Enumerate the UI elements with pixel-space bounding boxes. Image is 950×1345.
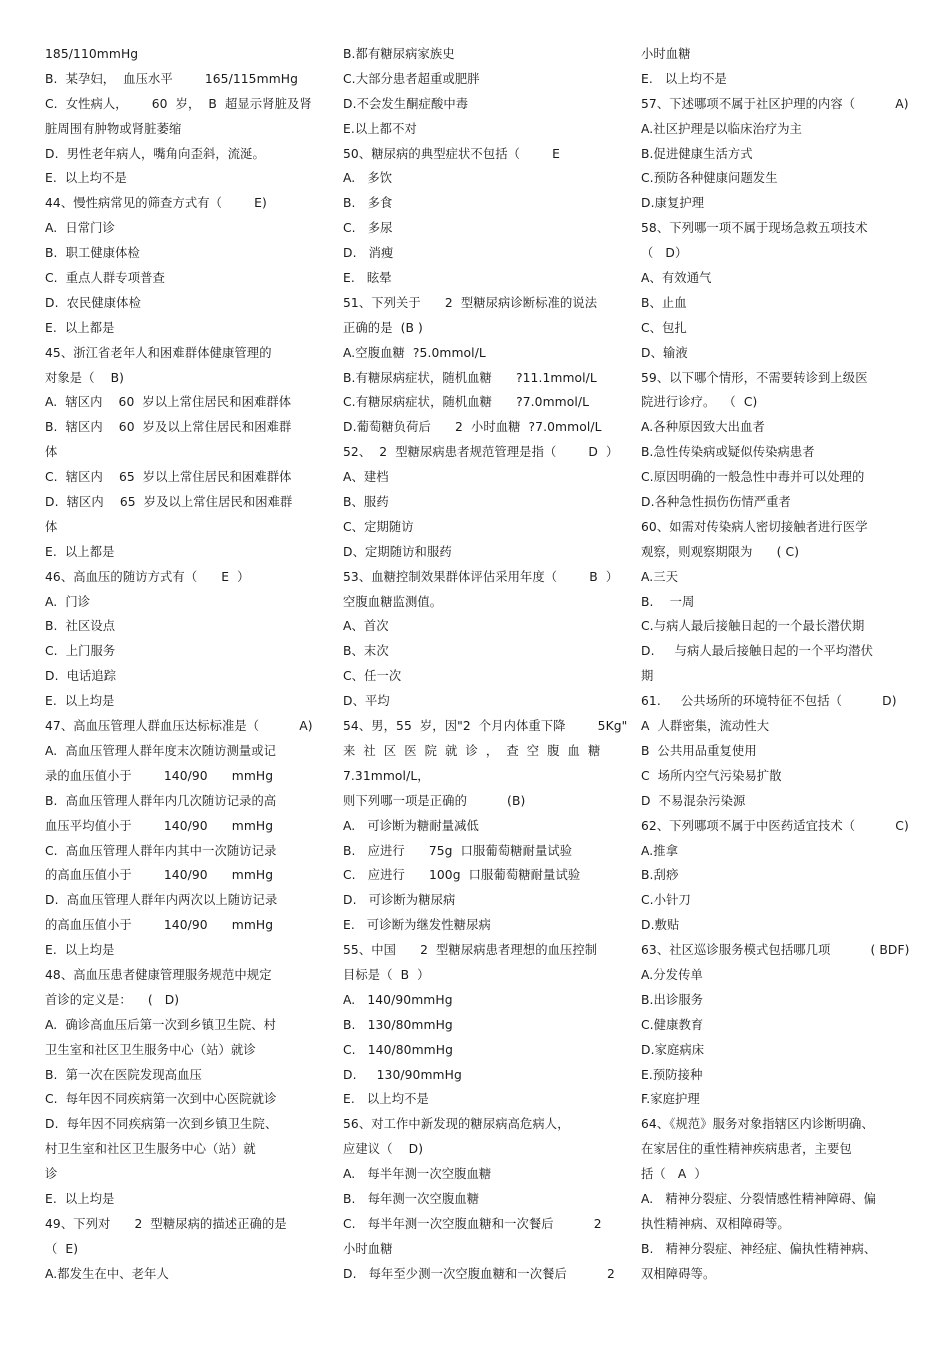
text-line: B. 职工健康体检 [45,246,140,261]
text-line: （ E) [45,1241,79,1256]
text-line: E. 以上均是 [45,694,115,709]
text-line: 卫生室和社区卫生服务中心（站）就诊 [45,1042,256,1057]
text-line: E.预防接种 [641,1067,703,1082]
text-line: B.促进健康生活方式 [641,146,753,161]
text-line: 执性精神病、双相障碍等。 [641,1216,790,1231]
text-line: 54、男，55 岁，因"2 个月内体重下降 5Kg" [343,719,628,734]
text-line: D. 可诊断为糖尿病 [343,893,456,908]
text-column-left [45,42,313,1287]
text-line: A. 辖区内 60 岁以上常住居民和困难群体 [45,395,292,410]
text-line: C、定期随访 [343,519,414,534]
text-line: A. 可诊断为糖耐量减低 [343,818,479,833]
text-line: D. 每年至少测一次空腹血糖和一次餐后 2 [343,1266,615,1281]
text-line: A. 多饮 [343,171,393,186]
text-line: E. 以上均是 [45,943,115,958]
text-line: （ D） [641,246,688,261]
text-line: 59、以下哪个情形，不需要转诊到上级医 [641,370,868,385]
text-line: 47、高血压管理人群血压达标标准是（ A) [45,719,313,734]
text-line: A.社区护理是以临床治疗为主 [641,121,803,136]
text-line: A、有效通气 [641,271,712,286]
text-line: B.都有糖尿病家族史 [343,47,455,61]
text-line: B.有糖尿病症状，随机血糖 ?11.1mmol/L [343,370,597,385]
text-line: D.各种急性损伤伤情严重者 [641,495,791,510]
text-line: B. 每年测一次空腹血糖 [343,1191,480,1206]
text-line: 53、血糖控制效果群体评估采用年度（ B ） [343,569,619,584]
text-line: C. 高血压管理人群年内其中一次随访记录 [45,843,277,858]
text-line: B、止血 [641,295,687,310]
text-line: E. 可诊断为继发性糖尿病 [343,918,491,933]
text-line: D. 农民健康体检 [45,295,141,310]
text-line: A、首次 [343,619,389,634]
text-line: D. 男性老年病人，嘴角向歪斜，流涎。 [45,146,265,161]
text-line: C. 每半年测一次空腹血糖和一次餐后 2 [343,1216,602,1231]
text-line: 在家居住的重性精神疾病患者，主要包 [641,1142,852,1157]
text-column-middle [343,42,628,1287]
text-line: C 场所内空气污染易扩散 [641,768,782,783]
text-line: 血压平均值小于 140/90 mmHg [45,818,274,833]
text-line: E. 以上均是 [45,1191,115,1206]
text-line: B. 辖区内 60 岁及以上常住居民和困难群 [45,420,292,435]
text-line: 51、下列关于 2 型糖尿病诊断标准的说法 [343,295,598,310]
text-line: 7.31mmol/L， [343,768,430,783]
text-line: 诊 [45,1167,58,1182]
text-line: 185/110mmHg [45,47,139,61]
text-line: C.小针刀 [641,893,691,908]
text-line: 58、下列哪一项不属于现场急救五项技术 [641,221,868,236]
text-line: A 人群密集，流动性大 [641,719,770,734]
text-line: 48、高血压患者健康管理服务规范中规定 [45,967,272,982]
text-line: C. 多尿 [343,221,393,236]
text-line: A. 140/90mmHg [343,992,453,1007]
text-line: C. 上门服务 [45,644,116,659]
text-line: C.与病人最后接触日起的一个最长潜伏期 [641,619,865,634]
text-line: 62、下列哪项不属于中医药适宜技术（ C) [641,818,909,833]
text-line: 则下列哪一项是正确的 (B) [343,793,526,808]
text-line: E. 以上均不是 [45,171,127,186]
text-line: C.大部分患者超重或肥胖 [343,71,480,86]
text-line: A.分发传单 [641,967,703,982]
text-line: 46、高血压的随访方式有（ E ） [45,569,250,584]
text-line: 63、社区巡诊服务模式包括哪几项 ( BDF) [641,943,910,958]
text-line: B.出诊服务 [641,992,704,1007]
text-line: 正确的是 (B ) [343,320,423,335]
text-line: C. 应进行 100g 口服葡萄糖耐量试验 [343,868,581,883]
text-line: A. 日常门诊 [45,221,115,236]
text-line: A. 每半年测一次空腹血糖 [343,1167,492,1182]
text-line: 60、如需对传染病人密切接触者进行医学 [641,519,868,534]
text-line: D、平均 [343,694,390,709]
text-line: B. 精神分裂症、神经症、偏执性精神病、 [641,1241,877,1256]
text-line: 50、糖尿病的典型症状不包括（ E [343,146,560,161]
text-line: 52、 2 型糖尿病患者规范管理是指（ D ） [343,445,619,460]
text-line: 的高血压值小于 140/90 mmHg [45,918,274,933]
text-line: 对象是（ B) [45,370,125,385]
text-line: 来 社 区 医 院 就 诊 ， 查 空 腹 血 糖 [343,743,601,758]
text-line: B 公共用品重复使用 [641,743,757,758]
text-line: 录的血压值小于 140/90 mmHg [45,768,274,783]
text-line: C. 每年因不同疾病第一次到中心医院就诊 [45,1092,277,1107]
text-line: 体 [45,519,58,534]
text-line: E. 眩晕 [343,271,392,286]
text-line: 院进行诊疗。 （ C) [641,395,758,410]
text-line: B. 应进行 75g 口服葡萄糖耐量试验 [343,843,573,858]
text-line: 45、浙江省老年人和困难群体健康管理的 [45,345,272,360]
text-line: 空腹血糖监测值。 [343,594,443,609]
text-line: D、输液 [641,345,688,360]
text-line: D.不会发生酮症酸中毒 [343,96,469,111]
text-line: 应建议（ D) [343,1142,424,1157]
text-line: C. 女性病人， 60 岁， B 超显示肾脏及肾 [45,96,312,111]
text-line: 脏周围有肿物或肾脏萎缩 [45,121,182,136]
text-line: 体 [45,445,58,460]
text-line: C.预防各种健康问题发生 [641,171,778,186]
text-line: A.推拿 [641,843,679,858]
text-line: D、定期随访和服药 [343,544,452,559]
text-line: D. 与病人最后接触日起的一个平均潜伏 [641,644,873,659]
text-line: 61. 公共场所的环境特征不包括（ D) [641,694,897,709]
text-line: D.葡萄糖负荷后 2 小时血糖 ?7.0mmol/L [343,420,602,435]
text-line: B.刮痧 [641,868,679,883]
text-line: A.三天 [641,569,679,584]
text-line: C、任一次 [343,669,402,684]
text-line: A. 门诊 [45,594,91,609]
text-line: D. 每年因不同疾病第一次到乡镇卫生院、 [45,1117,278,1132]
text-line: D. 消瘦 [343,246,394,261]
text-line: C. 重点人群专项普查 [45,271,165,286]
text-line: D. 辖区内 65 岁及以上常住居民和困难群 [45,495,293,510]
text-line: 期 [641,669,654,684]
text-line: C、包扎 [641,320,687,335]
text-line: B. 社区设点 [45,619,116,634]
text-line: 目标是（ B ） [343,967,430,982]
text-line: E. 以上均不是 [641,71,727,86]
text-line: 的高血压值小于 140/90 mmHg [45,868,274,883]
text-line: C. 辖区内 65 岁以上常住居民和困难群体 [45,470,292,485]
text-line: B. 多食 [343,196,393,211]
text-line: B. 高血压管理人群年内几次随访记录的高 [45,793,277,808]
text-line: D.康复护理 [641,196,705,211]
text-line: B. 某孕妇， 血压水平 165/115mmHg [45,71,299,86]
text-line: B. 130/80mmHg [343,1017,453,1032]
text-line: 观察，则观察期限为 ( C) [641,544,800,559]
text-line: F.家庭护理 [641,1092,700,1107]
text-line: B. 第一次在医院发现高血压 [45,1067,202,1082]
text-line: D.敷贴 [641,918,680,933]
text-line: C.健康教育 [641,1017,704,1032]
text-line: 小时血糖 [343,1241,393,1256]
text-line: 双相障碍等。 [641,1266,716,1281]
text-line: E.以上都不对 [343,121,417,136]
text-line: A. 确诊高血压后第一次到乡镇卫生院、村 [45,1017,277,1032]
text-line: C.原因明确的一般急性中毒并可以处理的 [641,470,865,485]
text-line: 首诊的定义是： ( D) [45,992,180,1007]
text-line: B、末次 [343,644,389,659]
text-line: E. 以上均不是 [343,1092,429,1107]
text-line: 64、《规范》服务对象指辖区内诊断明确、 [641,1117,874,1132]
text-line: B. 一周 [641,594,695,609]
text-line: B.急性传染病或疑似传染病患者 [641,445,815,460]
text-line: A. 高血压管理人群年度末次随访测量或记 [45,743,277,758]
text-line: 44、慢性病常见的筛查方式有（ E) [45,196,267,211]
text-line: D. 电话追踪 [45,669,117,684]
text-line: 括（ A ） [641,1167,707,1182]
text-line: E. 以上都是 [45,320,115,335]
text-line: B、服药 [343,495,389,510]
text-line: A、建档 [343,470,389,485]
text-line: A.都发生在中、老年人 [45,1266,169,1281]
text-line: A.空腹血糖 ?5.0mmol/L [343,345,486,360]
text-line: 49、下列对 2 型糖尿病的描述正确的是 [45,1216,287,1231]
text-line: 56、对工作中新发现的糖尿病高危病人， [343,1117,570,1132]
text-line: 小时血糖 [641,47,691,61]
text-line: A.各种原因致大出血者 [641,420,765,435]
text-line: 55、中国 2 型糖尿病患者理想的血压控制 [343,943,598,958]
text-line: 57、下述哪项不属于社区护理的内容（ A) [641,96,909,111]
text-line: A. 精神分裂症、分裂情感性精神障碍、偏 [641,1191,877,1206]
text-line: D. 130/90mmHg [343,1067,462,1082]
text-line: C.有糖尿病症状，随机血糖 ?7.0mmol/L [343,395,590,410]
text-column-right [641,42,909,1287]
text-line: D.家庭病床 [641,1042,705,1057]
text-line: E. 以上都是 [45,544,115,559]
text-line: 村卫生室和社区卫生服务中心（站）就 [45,1142,256,1157]
text-line: D. 高血压管理人群年内两次以上随访记录 [45,893,278,908]
text-line: C. 140/80mmHg [343,1042,453,1057]
text-line: D 不易混杂污染源 [641,793,746,808]
